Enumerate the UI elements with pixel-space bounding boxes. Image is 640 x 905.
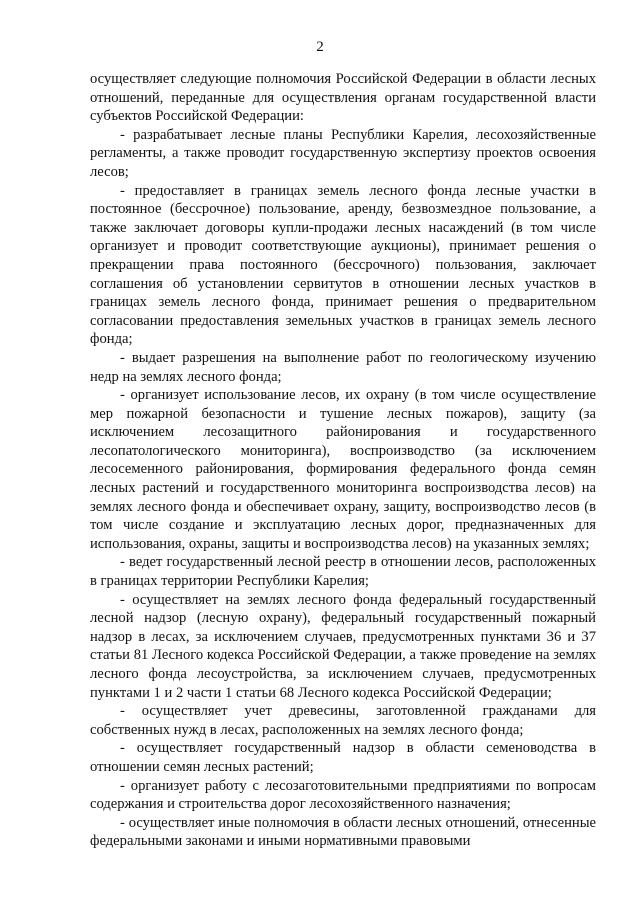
list-item-logging-enterprises: - организует работу с лесозаготовительными предприятиями по вопросам содержания и строительства дорог лесохозяйственного назначения; [90, 777, 596, 813]
list-item-forest-supervision: - осуществляет на землях лесного фонда федеральный государственный лесной надзор (лесную охрану), федеральный государственный пожарный надзор в лесах, за исключением случаев, предусмотренных пунктами 36 и 37 статьи 81 Лесного кодекса Российской Федерации, а также проведение на землях лесного фонда лесоустройства, за исключением случаев, предусмотренных пунктами 1 и 2 части 1 статьи 68 Лесного кодекса Российской Федерации; [90, 591, 596, 701]
intro-paragraph: осуществляет следующие полномочия Российской Федерации в области лесных отношений, переданные для осуществления органам государственной власти субъектов Российской Федерации: [90, 71, 596, 125]
list-item-forest-use: - организует использование лесов, их охрану (в том числе осуществление мер пожарной безопасности и тушение лесных пожаров), защиту (за исключением лесозащитного районирования и государственного лесопатологического мониторинга), воспроизводство (за исключением лесосеменного районирования, формирования федерального фонда семян лесных растений и государственного мониторинга воспроизводства лесов) на землях лесного фонда и обеспечивает охрану, защиту, воспроизводство лесов (в том числе создание и эксплуатацию лесных дорог, предназначенных для использования, охраны, защиты и воспроизводства лесов) на указанных землях; [90, 387, 596, 552]
list-item-other-powers: - осуществляет иные полномочия в области лесных отношений, отнесенные федеральными законами и иными нормативными правовыми [90, 814, 596, 850]
list-item-seed-supervision: - осуществляет государственный надзор в области семеноводства в отношении семян лесных растений; [90, 740, 596, 775]
list-item-forest-registry: - ведет государственный лесной реестр в отношении лесов, расположенных в границах территории Республики Карелия; [90, 554, 596, 590]
list-item-timber-accounting: - осуществляет учет древесины, заготовленной гражданами для собственных нужд в лесах, расположенных на землях лесного фонда; [90, 703, 596, 738]
list-item-geology-permits: - выдает разрешения на выполнение работ по геологическому изучению недр на землях лесного фонда; [90, 349, 596, 385]
list-item-land-plots: - предоставляет в границах земель лесного фонда лесные участки в постоянное (бессрочное) пользование, аренду, безвозмездное пользование, а также заключает договоры купли-продажи лесных насаждений (в том числе организует и проводит соответствующие аукционы), принимает решения о прекращении права постоянного (бессрочного) пользования, заключает соглашения об установлении сервитутов в отношении лесных участков в границах земель лесного фонда, принимает решения о предварительном согласовании предоставления земельных участков в границах земель лесного фонда; [90, 182, 596, 348]
list-item-forest-plans: - разрабатывает лесные планы Республики Карелия, лесохозяйственные регламенты, а также проводит государственную экспертизу проектов освоения лесов; [90, 126, 596, 180]
page-number: 2 [316, 39, 324, 55]
document-body [90, 70, 596, 851]
